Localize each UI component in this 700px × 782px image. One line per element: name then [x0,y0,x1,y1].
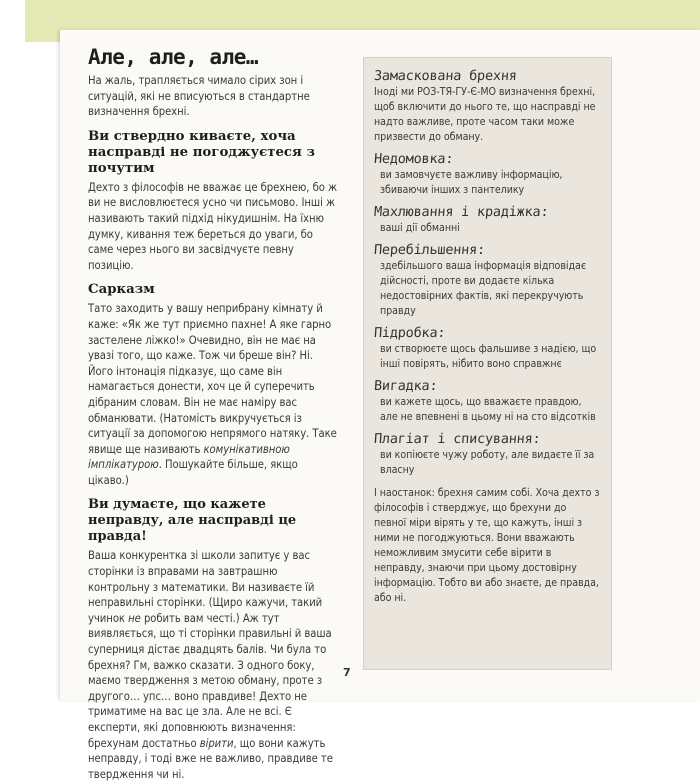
term-forgery: Підробка: [373,325,446,341]
truth-text-part: Ваша конкурентка зі школи запитує у вас сторінки із вправами на завтрашню контрольну з математики. Ви називаєте їй неправильні сторінки. (Щиро кажучи, такий учинок [88,549,323,625]
page-title: Але, але, але… [88,45,259,69]
sarcasm-term: комунікативною імплікатурою [88,442,290,472]
def-omission: ви замовчуєте важливу інформацію, збиваючи інших з пантелику [380,169,563,196]
term-cheating: Махлювання і крадіжка: [373,204,549,220]
truth-emphasis-not: не [128,611,141,625]
def-forgery: ви створюєте щось фальшиве з надією, що інші повірять, нібито воно справжнє [380,343,597,370]
def-fiction: ви кажете щось, що вважаєте правдою, але не впевнені в цьому ні на сто відсотків [380,396,596,423]
def-plagiarism: ви копіюєте чужу роботу, але видаєте її за власну [380,449,595,476]
left-column [88,45,338,782]
page-number: 7 [343,666,351,679]
truth-text-mid: робить вам честі.) Аж тут виявляється, що ті сторінки правильні й ваша суперниця дістає двадцять балів. Чи була то брехня? Гм, важко сказати. З одного боку, маємо твердження з метою обману, проте з другого… упс… воно правдиве! Дехто не триматиме на вас це зла. Але не всі. Є експерти, які доповнюють визначення: брехунам достатньо [88,611,332,750]
truth-emphasis-believe: вірити [199,736,234,750]
section-heading-accidental-truth: Ви думаєте, що кажете неправду, але насправді це правда! [88,497,297,545]
term-exaggeration: Перебільшення: [373,242,486,258]
term-disguised-lie: Замаскована брехня [373,68,518,84]
term-fiction: Вигадка: [373,378,438,394]
def-cheating: ваші дії обманні [380,222,460,234]
def-disguised-lie: Іноді ми РОЗ-ТЯ-ГУ-Є-МО визначення брехні, щоб включити до нього те, що насправді не надто важливе, проте часом таки може призвести до обману. [374,86,596,143]
sidebar-box-content [364,58,611,606]
sarcasm-text-end: . Пошукайте більше, якщо цікаво.) [88,458,298,487]
section-heading-nodding: Ви ствердно киваєте, хоча насправді не погоджуєтеся з почутим [88,128,315,176]
final-paragraph: І наостанок: брехня самим собі. Хоча дехто з філософів і стверджує, що брехуни до певної міри вірять у те, що кажуть, інші з ними не погоджуються. Вони вважають неможливим змусити себе вірити в неправду, знаючи при цьому достовірну інформацію. Тобто ви або знаєте, де правда, або ні. [374,487,600,604]
term-plagiarism: Плагіат і списування: [373,431,542,447]
def-exaggeration: здебільшого ваша інформація відповідає дійсності, проте ви додаєте кілька недостовірних фактів, які перекручують правду [380,260,586,317]
sarcasm-text-part: Тато заходить у вашу неприбрану кімнату й каже: «Як же тут приємно пахне! А яке гарно застелене ліжко!» Очевидно, він не має на увазі того, що каже. Тож чи бреше він? Ні. Його інтонація підказує, що саме він намагається донести, хоч це й суперечить дібраним словам. Він не має наміру вас обманювати. (Натомість викручується із ситуації за допомогою непрямого натяку. Таке явище ще називають [88,302,337,456]
section-heading-sarcasm: Сарказм [88,282,155,298]
sidebar-box [363,57,612,670]
intro-paragraph: На жаль, трапляється чимало сірих зон і ситуацій, які не вписуються в стандартне визначення брехні. [88,74,310,119]
section-text-nodding: Дехто з філософів не вважає це брехнею, бо ж ви не висловлюєтеся усно чи письмово. Інші ж називають такий підхід нікудишнім. На їхню думку, кивання теж береться до уваги, бо саме через нього ви засвідчуєте певну позицію. [88,180,338,272]
truth-text-end: , що вони кажуть неправду, і тоді вже не важливо, правдиве те твердження чи ні. [88,736,333,781]
term-omission: Недомовка: [373,151,454,167]
section-text-sarcasm [88,301,338,488]
section-text-accidental-truth [88,548,338,782]
